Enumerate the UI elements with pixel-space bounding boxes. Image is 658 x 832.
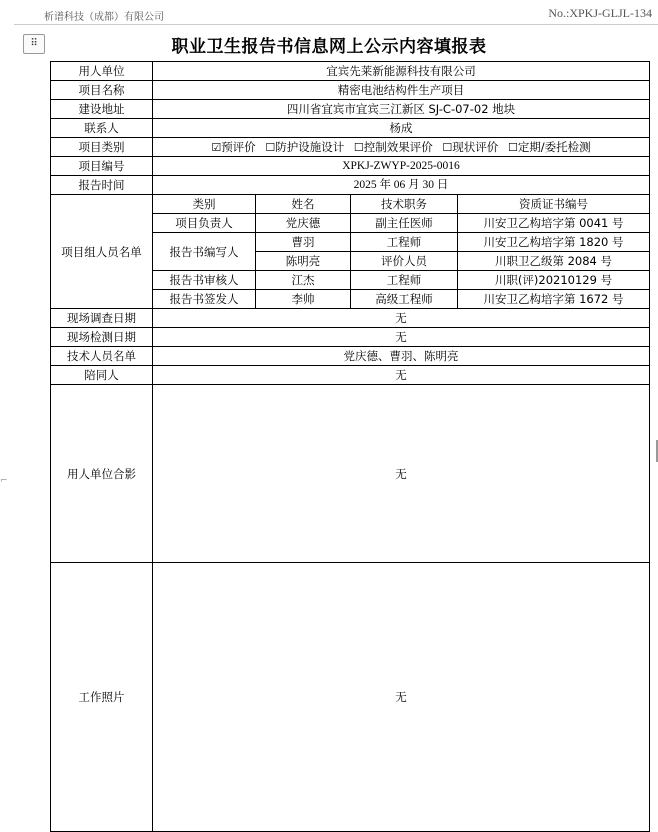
- form-row-project-no: [51, 157, 650, 176]
- team-header-role: 类别: [153, 195, 256, 214]
- survey-date-label: 现场调查日期: [51, 309, 153, 328]
- team-header-title: 技术职务: [351, 195, 458, 214]
- header-company: 析谱科技（成都）有限公司: [44, 12, 164, 23]
- employer-label: 用人单位: [51, 62, 153, 81]
- category-option-pre-evaluation[interactable]: [211, 140, 255, 155]
- form-row-contact: [51, 119, 650, 138]
- team-title[interactable]: 高级工程师: [351, 290, 458, 309]
- test-date-value[interactable]: 无: [153, 328, 650, 347]
- project-name-value[interactable]: 精密电池结构件生产项目: [153, 81, 650, 100]
- category-option-label: 预评价: [221, 139, 256, 154]
- header-divider: [14, 24, 658, 25]
- checkbox-unchecked-icon[interactable]: ☐: [442, 140, 453, 154]
- group-photo-label: 用人单位合影: [51, 385, 153, 563]
- form-row-companion: [51, 366, 650, 385]
- page-edge-marker-icon: ⌐: [0, 476, 8, 486]
- companion-value[interactable]: 无: [153, 366, 650, 385]
- checkbox-unchecked-icon[interactable]: ☐: [353, 140, 364, 154]
- team-cert[interactable]: 川安卫乙构培字第 1672 号: [458, 290, 650, 309]
- team-cert[interactable]: 川职卫乙级第 2084 号: [458, 252, 650, 271]
- form-row-test-date: [51, 328, 650, 347]
- table-move-handle-icon[interactable]: ⠿: [23, 34, 45, 54]
- report-date-label: 报告时间: [51, 176, 153, 195]
- team-name[interactable]: 曹羽: [256, 233, 351, 252]
- team-header-name: 姓名: [256, 195, 351, 214]
- category-options: [153, 138, 650, 157]
- category-option-label: 现状评价: [452, 139, 499, 154]
- team-name[interactable]: 李帅: [256, 290, 351, 309]
- team-name[interactable]: 陈明亮: [256, 252, 351, 271]
- survey-date-value[interactable]: 无: [153, 309, 650, 328]
- checkbox-unchecked-icon[interactable]: ☐: [507, 140, 518, 154]
- team-title[interactable]: 评价人员: [351, 252, 458, 271]
- contact-value[interactable]: 杨成: [153, 119, 650, 138]
- address-value[interactable]: 四川省宜宾市宜宾三江新区 SJ-C-07-02 地块: [153, 100, 650, 119]
- team-label: 项目组人员名单: [51, 195, 153, 309]
- disclosure-form-table: [50, 61, 650, 832]
- form-row-project-name: [51, 81, 650, 100]
- address-label: 建设地址: [51, 100, 153, 119]
- team-header-cert: 资质证书编号: [458, 195, 650, 214]
- category-option-label: 控制效果评价: [363, 139, 433, 154]
- category-option-label: 定期/委托检测: [517, 139, 591, 154]
- team-title[interactable]: 副主任医师: [351, 214, 458, 233]
- team-name[interactable]: 党庆德: [256, 214, 351, 233]
- tech-staff-value[interactable]: 党庆德、曹羽、陈明亮: [153, 347, 650, 366]
- form-row-work-photos: [51, 563, 650, 832]
- checkbox-unchecked-icon[interactable]: ☐: [265, 140, 276, 154]
- companion-label: 陪同人: [51, 366, 153, 385]
- group-photo-value[interactable]: 无: [153, 385, 650, 563]
- project-no-label: 项目编号: [51, 157, 153, 176]
- project-name-label: 项目名称: [51, 81, 153, 100]
- form-row-survey-date: [51, 309, 650, 328]
- category-option-protection-design[interactable]: [265, 140, 344, 155]
- project-no-value[interactable]: XPKJ-ZWYP-2025-0016: [153, 157, 650, 176]
- contact-label: 联系人: [51, 119, 153, 138]
- form-row-group-photo: [51, 385, 650, 563]
- page-title: 职业卫生报告书信息网上公示内容填报表: [171, 37, 487, 57]
- category-option-label: 防护设施设计: [275, 139, 345, 154]
- work-photos-value[interactable]: 无: [153, 563, 650, 832]
- form-row-report-date: [51, 176, 650, 195]
- tech-staff-label: 技术人员名单: [51, 347, 153, 366]
- team-role[interactable]: 报告书审核人: [153, 271, 256, 290]
- team-title[interactable]: 工程师: [351, 233, 458, 252]
- team-cert[interactable]: 川职(评)20210129 号: [458, 271, 650, 290]
- category-option-current-status[interactable]: [442, 140, 498, 155]
- form-row-employer: [51, 62, 650, 81]
- team-cert[interactable]: 川安卫乙构培字第 0041 号: [458, 214, 650, 233]
- checkbox-checked-icon[interactable]: ☑: [211, 140, 222, 154]
- category-option-periodic-test[interactable]: [508, 140, 591, 155]
- form-row-address: [51, 100, 650, 119]
- category-label: 项目类别: [51, 138, 153, 157]
- team-role[interactable]: 项目负责人: [153, 214, 256, 233]
- team-cert[interactable]: 川安卫乙构培字第 1820 号: [458, 233, 650, 252]
- work-photos-label: 工作照片: [51, 563, 153, 832]
- form-row-tech-staff: [51, 347, 650, 366]
- team-name[interactable]: 江杰: [256, 271, 351, 290]
- document-number: No.:XPKJ-GLJL-134: [548, 6, 652, 20]
- team-title[interactable]: 工程师: [351, 271, 458, 290]
- form-row-category: [51, 138, 650, 157]
- team-role[interactable]: 报告书编写人: [153, 233, 256, 271]
- report-date-value[interactable]: 2025 年 06 月 30 日: [153, 176, 650, 195]
- employer-value[interactable]: 宜宾先莱新能源科技有限公司: [153, 62, 650, 81]
- category-option-control-effect[interactable]: [354, 140, 433, 155]
- test-date-label: 现场检测日期: [51, 328, 153, 347]
- team-header-row: [51, 195, 650, 214]
- team-role[interactable]: 报告书签发人: [153, 290, 256, 309]
